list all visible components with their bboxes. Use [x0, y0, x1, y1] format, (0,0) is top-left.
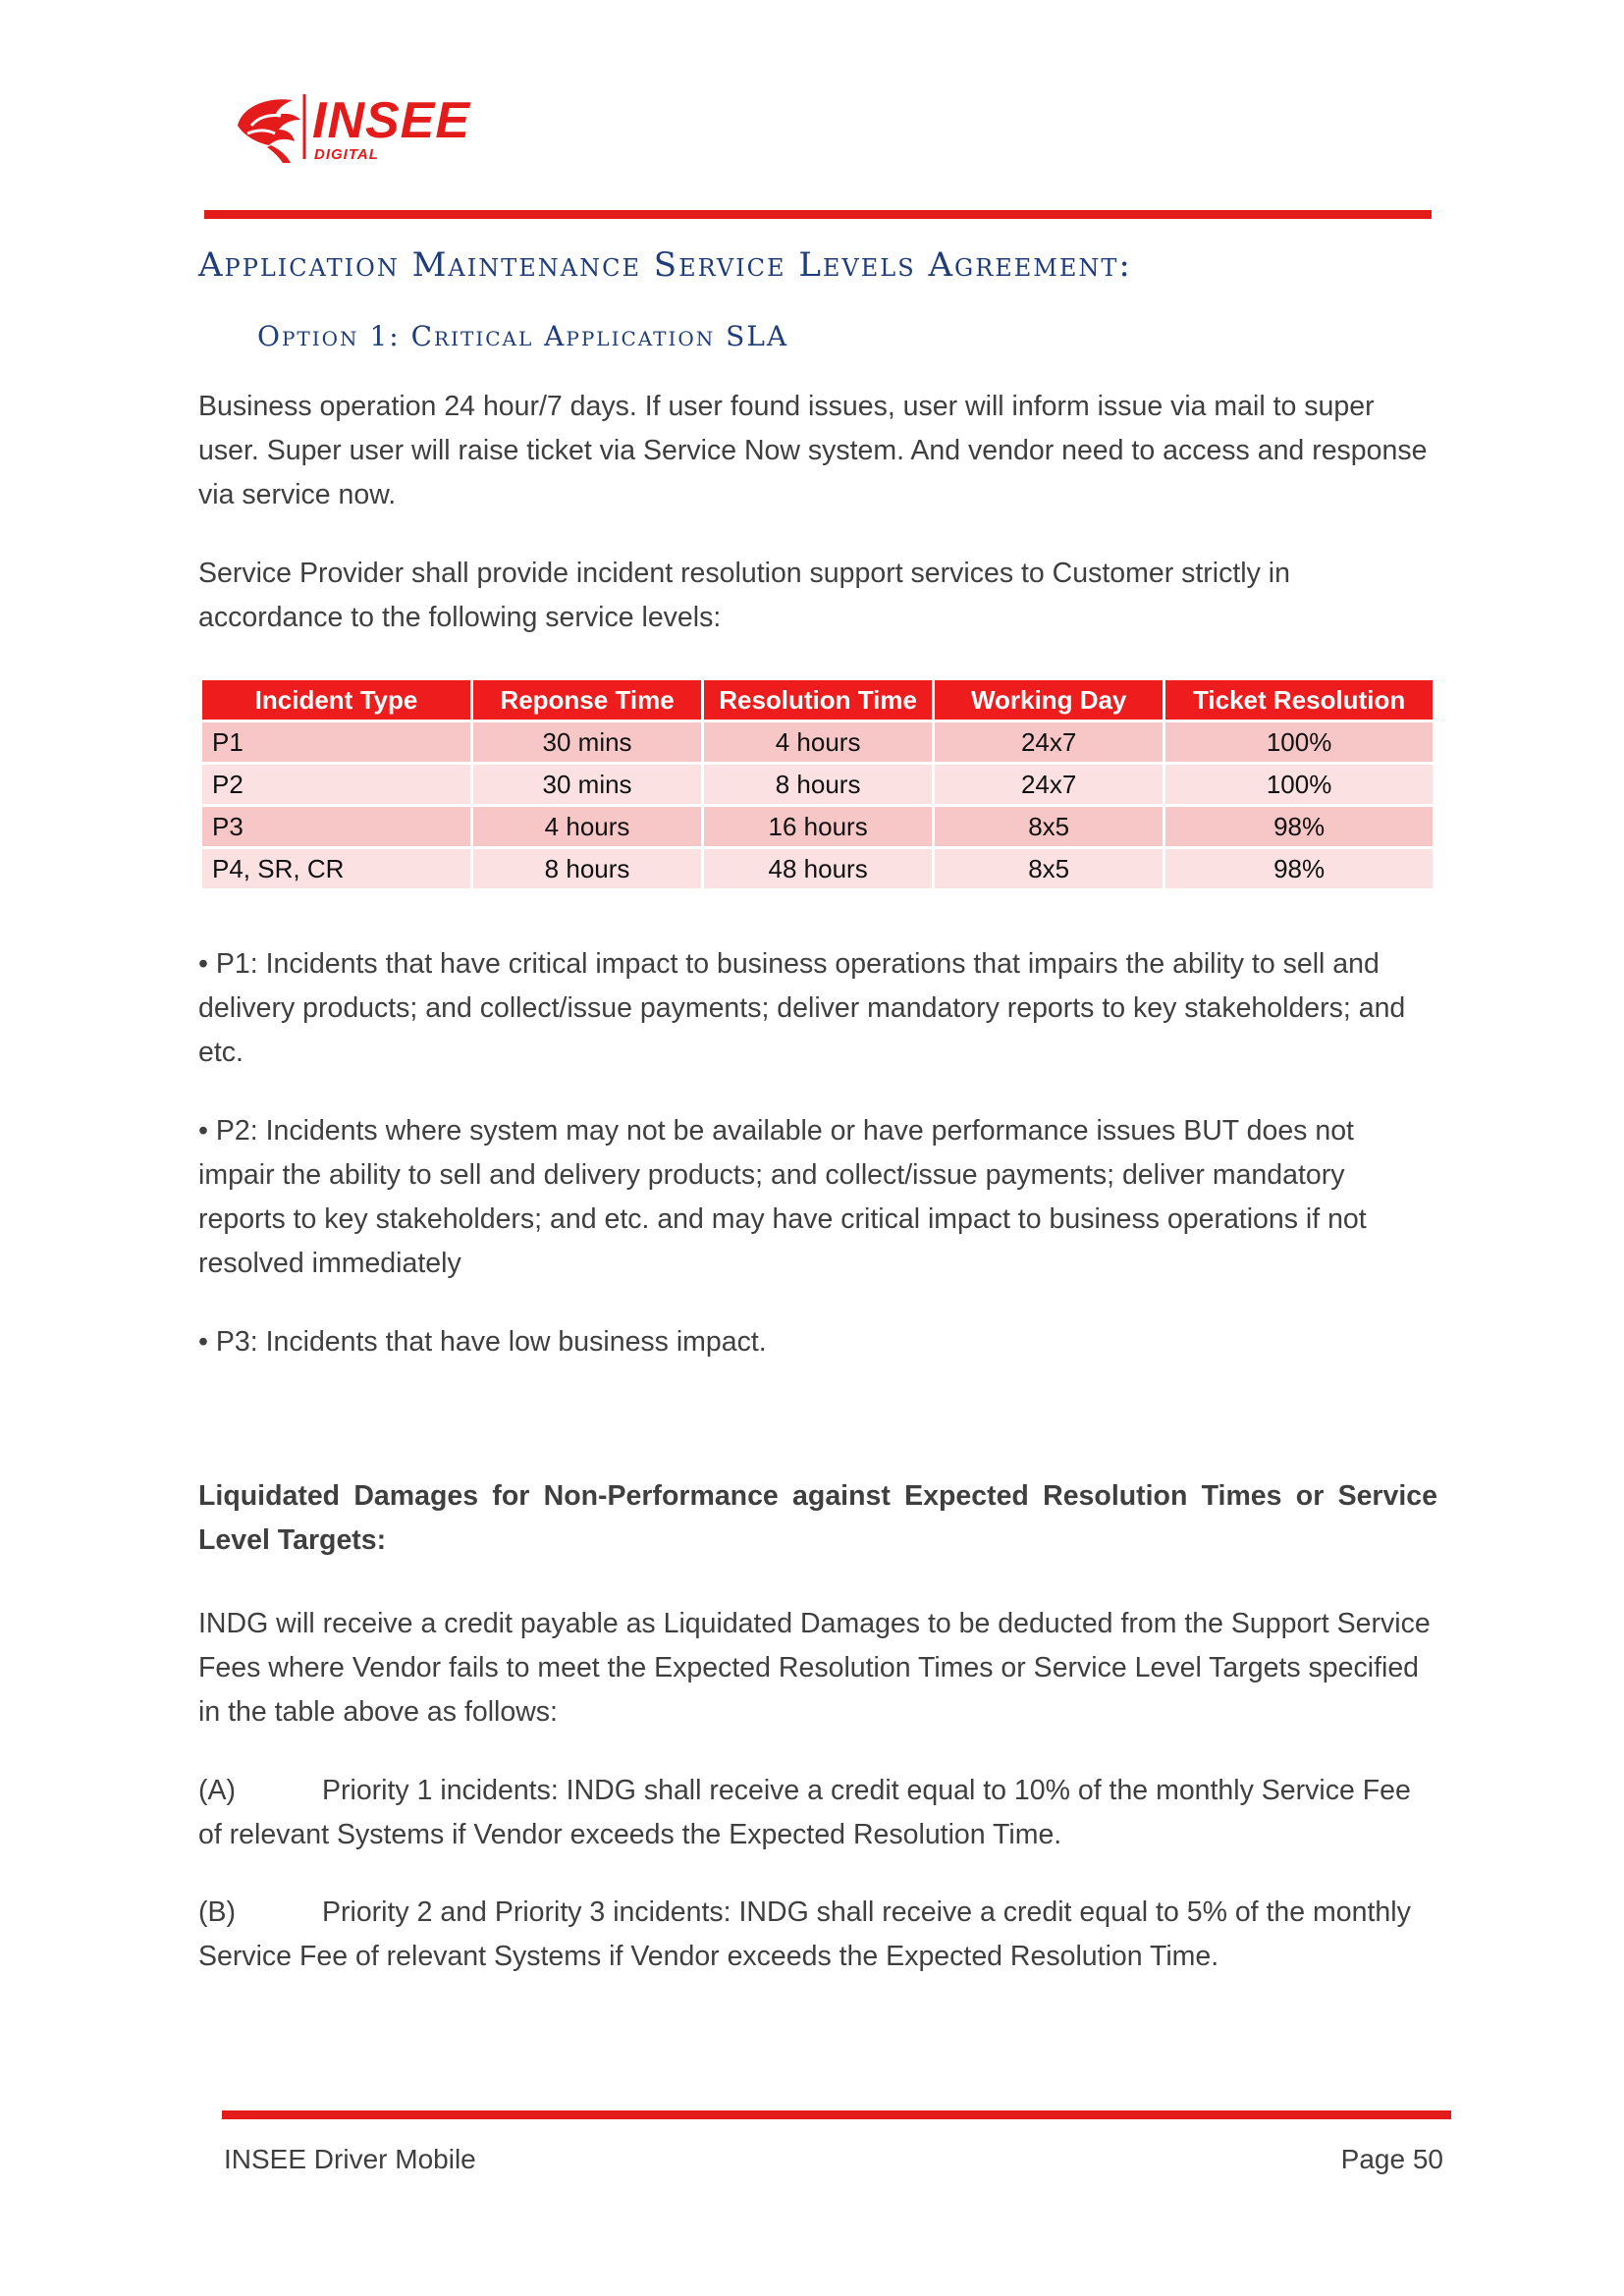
ld-item-label: (A): [198, 1775, 236, 1806]
table-cell: P4, SR, CR: [202, 849, 470, 888]
header-divider: [204, 210, 1432, 219]
ld-item-text: Priority 1 incidents: INDG shall receive a credit equal to 10% of the monthly Service Fee of relevant Systems if Vendor exceeds the Expected Resolution Time.: [198, 1775, 1411, 1850]
liquidated-damages-heading: Liquidated Damages for Non-Performance against Expected Resolution Times or Service Level Targets:: [198, 1480, 1437, 1556]
footer-divider: [222, 2110, 1451, 2119]
liquidated-damages-intro: INDG will receive a credit payable as Liquidated Damages to be deducted from the Support Service Fees where Vendor fails to meet the Expected Resolution Times or Service Level Targets specified in the table above as follows:: [198, 1608, 1431, 1728]
table-cell: 30 mins: [473, 765, 701, 804]
sla-table: [199, 677, 1435, 891]
ld-item-label: (B): [198, 1896, 236, 1928]
definition-p2: • P2: Incidents where system may not be available or have performance issues BUT does not impair the ability to sell and delivery products; and collect/issue payments; deliver mandatory reports to key stakeholders; and etc. and may have critical impact to business operations if not resolved immediately: [198, 1115, 1367, 1279]
table-cell: 8x5: [935, 807, 1163, 846]
definition-p1: • P1: Incidents that have critical impact to business operations that impairs the ability to sell and delivery products; and collect/issue payments; deliver mandatory reports to key stakeholders; and etc.: [198, 948, 1406, 1068]
table-cell: 8 hours: [473, 849, 701, 888]
table-cell: 30 mins: [473, 722, 701, 762]
column-header-ticket-resolution: Ticket Resolution: [1165, 680, 1433, 720]
table-cell: 16 hours: [704, 807, 932, 846]
table-cell: 98%: [1165, 807, 1433, 846]
table-cell: 98%: [1165, 849, 1433, 888]
table-row: [202, 807, 1433, 846]
sla-table-header-row: [202, 680, 1433, 720]
table-cell: 100%: [1165, 722, 1433, 762]
section-heading: Application Maintenance Service Levels Agreement:: [198, 245, 1132, 285]
logo-brand-text: INSEE: [312, 92, 471, 149]
table-cell: 4 hours: [704, 722, 932, 762]
column-header-resolution-time: Resolution Time: [704, 680, 932, 720]
ld-item-a: [198, 1769, 1437, 1857]
eagle-head-icon: [238, 99, 300, 163]
table-row: [202, 722, 1433, 762]
ld-item-text: Priority 2 and Priority 3 incidents: INDG shall receive a credit equal to 5% of the monthly Service Fee of relevant Systems if Vendor exceeds the Expected Resolution Time.: [198, 1896, 1411, 1972]
table-cell: 4 hours: [473, 807, 701, 846]
column-header-incident-type: Incident Type: [202, 680, 470, 720]
table-cell: 8 hours: [704, 765, 932, 804]
table-cell: 48 hours: [704, 849, 932, 888]
ld-item-b: [198, 1891, 1437, 1979]
logo-sub-text: DIGITAL: [314, 146, 379, 163]
table-cell: 100%: [1165, 765, 1433, 804]
definition-p3: • P3: Incidents that have low business impact.: [198, 1326, 767, 1358]
table-cell: 8x5: [935, 849, 1163, 888]
insee-digital-logo: [232, 90, 516, 165]
table-cell: P2: [202, 765, 470, 804]
intro-paragraph-2: Service Provider shall provide incident resolution support services to Customer strictly in accordance to the following service levels:: [198, 558, 1290, 633]
footer-document-title: INSEE Driver Mobile: [224, 2144, 476, 2174]
table-cell: P3: [202, 807, 470, 846]
footer-page-number: Page 50: [1340, 2144, 1443, 2174]
column-header-response-time: Reponse Time: [473, 680, 701, 720]
table-row: [202, 765, 1433, 804]
table-cell: 24x7: [935, 722, 1163, 762]
intro-paragraph-1: Business operation 24 hour/7 days. If user found issues, user will inform issue via mail to super user. Super user will raise ticket via Service Now system. And vendor need to access and response via service now.: [198, 391, 1428, 510]
column-header-working-day: Working Day: [935, 680, 1163, 720]
table-cell: 24x7: [935, 765, 1163, 804]
section-subheading: Option 1: Critical Application SLA: [257, 320, 789, 352]
table-cell: P1: [202, 722, 470, 762]
table-row: [202, 849, 1433, 888]
